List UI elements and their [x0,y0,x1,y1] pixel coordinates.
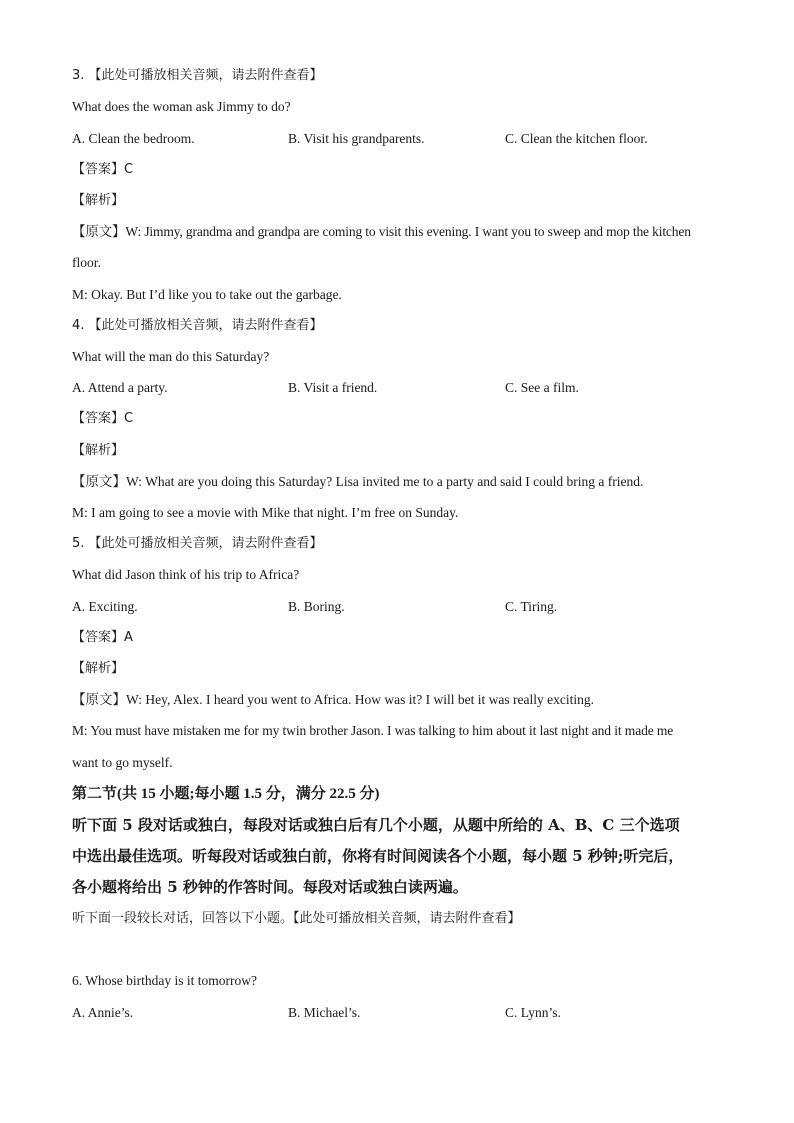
q5-reply: M: You must have mistaken me for my twin brother Jason. I was talking to him about it last night and it made me [72,723,674,738]
q4-analysis: 【解析】 [72,443,125,458]
q3-option-b: B. Visit his grandparents. [288,131,425,146]
q4-original: 【原文】W: What are you doing this Saturday? Lisa invited me to a party and said I could bring a friend. [72,474,644,489]
section-prompt: 听下面一段较长对话，回答以下小题。【此处可播放相关音频，请去附件查看】 [72,911,521,926]
q3-original: 【原文】W: Jimmy, grandma and grandpa are coming to visit this evening. I want you to sweep and mop the kitchen [72,224,691,239]
section-instructions-line-3: 各小题将给出 5 秒钟的作答时间。每段对话或独白读两遍。 [72,878,468,896]
q4-reply: M: I am going to see a movie with Mike that night. I’m free on Sunday. [72,505,459,520]
q5-analysis: 【解析】 [72,661,125,676]
q5-header: 5. 【此处可播放相关音频，请去附件查看】 [72,536,323,551]
q6-option-b: B. Michael’s. [288,1005,361,1020]
q3-question: What does the woman ask Jimmy to do? [72,99,291,114]
q4-option-b: B. Visit a friend. [288,380,378,395]
q6-question: 6. Whose birthday is it tomorrow? [72,973,257,988]
q6-option-a: A. Annie’s. [72,1005,134,1020]
q4-option-a: A. Attend a party. [72,380,168,395]
section-instructions-line-2: 中选出最佳选项。听每段对话或独白前，你将有时间阅读各个小题，每小题 5 秒钟;听完后， [72,847,684,865]
q3-option-a: A. Clean the bedroom. [72,131,195,146]
q4-answer: 【答案】C [72,411,134,426]
section-instructions-line-1: 听下面 5 段对话或独白，每段对话或独白后有几个小题，从题中所给的 A、B、C 三个选项 [72,816,680,834]
q3-reply: M: Okay. But I’d like you to take out the garbage. [72,287,342,302]
q5-option-c: C. Tiring. [505,599,558,614]
q3-analysis: 【解析】 [72,193,125,208]
q6-option-c: C. Lynn’s. [505,1005,561,1020]
q3-option-c: C. Clean the kitchen floor. [505,131,648,146]
q4-question: What will the man do this Saturday? [72,349,270,364]
q5-option-a: A. Exciting. [72,599,138,614]
q3-answer: 【答案】C [72,162,134,177]
q4-header: 4. 【此处可播放相关音频，请去附件查看】 [72,318,323,333]
section-title: 第二节(共 15 小题;每小题 1.5 分，满分 22.5 分) [72,786,380,802]
q3-header: 3. 【此处可播放相关音频，请去附件查看】 [72,68,323,83]
q3-original-cont: floor. [72,255,101,270]
q5-original: 【原文】W: Hey, Alex. I heard you went to Africa. How was it? I will bet it was really exciting. [72,692,594,707]
q5-reply-cont: want to go myself. [72,755,173,770]
q5-answer: 【答案】A [72,630,133,645]
q4-option-c: C. See a film. [505,380,579,395]
q5-question: What did Jason think of his trip to Africa? [72,567,300,582]
q5-option-b: B. Boring. [288,599,345,614]
